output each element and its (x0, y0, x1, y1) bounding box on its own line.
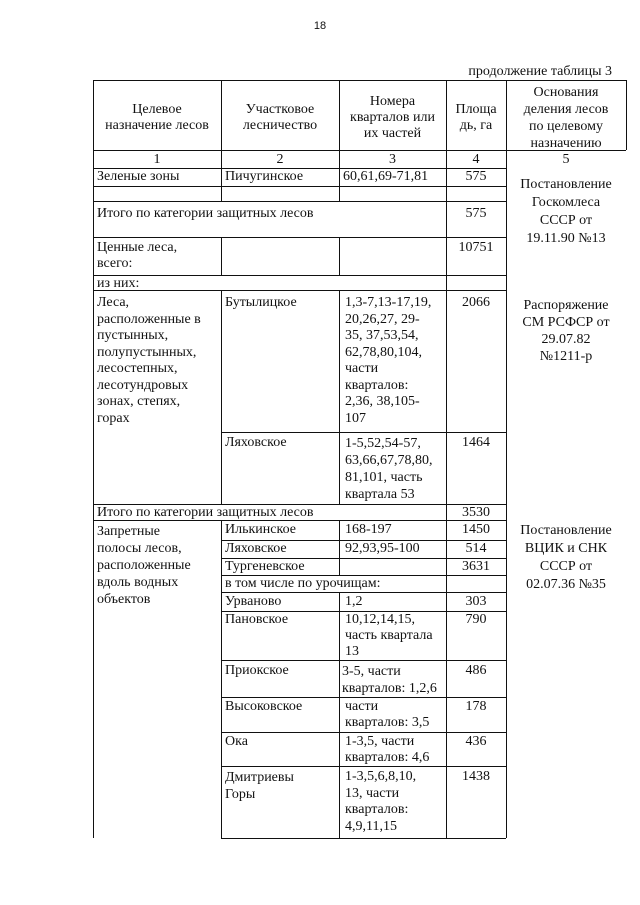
area-ilkinskoe: 1450 (462, 522, 490, 537)
quarters-green: 60,61,69-71,81 (343, 169, 429, 184)
basis-goskomles-line: Госкомлеса (531, 195, 601, 210)
basis-goskomles-line: СССР от (539, 213, 593, 228)
header-basis-line: назначению (530, 136, 602, 151)
area-green: 575 (465, 169, 487, 184)
basis-rsfsr-line: СМ РСФСР от (522, 315, 610, 330)
quarters-lyakhovskoe-1-line: 81,101, часть (345, 470, 423, 485)
grid-line-h (221, 732, 506, 733)
area-vysokovskoe: 178 (465, 699, 487, 714)
purpose-forests-zones-line: полупустынных, (97, 344, 197, 360)
area-butylitskoe: 2066 (462, 295, 490, 310)
area-urvanovo: 303 (465, 594, 487, 609)
tract-panovskoe: Пановское (225, 612, 289, 627)
total-area-1: 575 (465, 206, 487, 221)
district-lyakhovskoe-1: Ляховское (225, 435, 287, 450)
basis-rsfsr-line: 29.07.82 (541, 332, 591, 347)
purpose-forests-zones-line: лесотундровых (97, 377, 189, 393)
header-purpose-line: Целевое (132, 102, 182, 117)
grid-line-h (93, 275, 506, 276)
quarters-lyakhovskoe-1-line: квартала 53 (345, 487, 415, 502)
area-turgenevskoe: 3631 (462, 559, 490, 574)
quarters-oka-line: 1-3,5, части (345, 734, 415, 749)
purpose-forests-zones-line: горах (97, 410, 130, 426)
including-tracts-label: в том числе по урочищам: (225, 576, 381, 591)
header-quarters-line: Номера (369, 94, 416, 109)
quarters-lyakhovskoe-2: 92,93,95-100 (345, 541, 420, 556)
quarters-panovskoe-line: часть квартала (345, 628, 433, 643)
of-them-label: из них: (97, 276, 140, 291)
purpose-prohibited-strips-line: Запретные (97, 524, 160, 539)
tract-priokskoe: Приокское (225, 663, 289, 678)
basis-vtsik-line: ВЦИК и СНК (524, 541, 608, 556)
basis-rsfsr-line: Распоряжение (523, 298, 609, 313)
area-panovskoe: 790 (465, 612, 487, 627)
basis-vtsik-line: Постановление (520, 523, 612, 538)
quarters-dmitrievy-gory-line: 1-3,5,6,8,10, (345, 769, 417, 784)
grid-line-v (93, 80, 94, 838)
grid-line-h (221, 766, 506, 767)
tract-oka: Ока (225, 734, 248, 749)
quarters-butylitskoe-line: 2,36, 38,105- (345, 394, 420, 409)
quarters-vysokovskoe-line: кварталов: 3,5 (345, 715, 430, 730)
grid-line-v (446, 80, 447, 838)
basis-vtsik-line: СССР от (539, 559, 593, 574)
quarters-butylitskoe-line: 107 (345, 410, 366, 426)
total-protective-2: Итого по категории защитных лесов (97, 505, 314, 520)
purpose-forests-zones-line: зонах, степях, (97, 394, 181, 409)
grid-line-v (221, 520, 222, 838)
quarters-butylitskoe-line: 20,26,27, 29- (345, 311, 420, 327)
basis-vtsik-line: 02.07.36 №35 (526, 577, 606, 592)
column-number-5: 5 (562, 152, 570, 167)
grid-line-v (339, 290, 340, 504)
quarters-panovskoe-line: 13 (345, 644, 359, 659)
grid-line-h (93, 80, 626, 81)
purpose-prohibited-strips-line: объектов (97, 592, 151, 607)
quarters-butylitskoe-line: части (345, 361, 379, 376)
area-lyakhovskoe-2: 514 (465, 541, 487, 556)
tract-dmitrievy-gory-line: Горы (225, 787, 256, 802)
tract-dmitrievy-gory-line: Дмитриевы (225, 770, 294, 785)
grid-line-h (93, 237, 506, 238)
basis-goskomles-line: Постановление (520, 177, 612, 192)
quarters-priokskoe-line: кварталов: 1,2,6 (342, 681, 437, 696)
total-protective-1: Итого по категории защитных лесов (97, 206, 314, 221)
purpose-forests-zones-line: лесостепных, (97, 361, 178, 376)
header-quarters-line: кварталов или (350, 110, 435, 125)
tract-urvanovo: Урваново (225, 594, 282, 609)
quarters-lyakhovskoe-1-line: 1-5,52,54-57, (345, 436, 421, 451)
quarters-vysokovskoe-line: части (345, 699, 379, 714)
quarters-butylitskoe-line: 1,3-7,13-17,19, (345, 295, 432, 310)
purpose-prohibited-strips-line: вдоль водных (97, 575, 179, 590)
basis-goskomles-line: 19.11.90 №13 (526, 231, 606, 246)
header-area-line: Площа (455, 102, 497, 117)
total-area-2: 3530 (462, 505, 490, 520)
area-dmitrievy-gory: 1438 (462, 769, 490, 784)
basis-rsfsr-line: №1211-р (539, 349, 593, 364)
grid-line-h (221, 697, 506, 698)
district-ilkinskoe: Илькинское (225, 522, 296, 537)
area-valuable: 10751 (458, 240, 494, 255)
district-lyakhovskoe-2: Ляховское (225, 541, 287, 556)
area-priokskoe: 486 (465, 663, 487, 678)
header-district-line: лесничество (242, 118, 318, 133)
grid-line-v (221, 290, 222, 504)
header-district-line: Участковое (245, 102, 315, 117)
quarters-butylitskoe-line: кварталов: (345, 377, 409, 393)
quarters-dmitrievy-gory-line: кварталов: (345, 802, 409, 817)
purpose-valuable-forests-line: всего: (97, 256, 133, 271)
grid-line-h (221, 432, 506, 433)
quarters-butylitskoe-line: 62,78,80,104, (345, 344, 422, 360)
quarters-lyakhovskoe-1-line: 63,66,67,78,80, (345, 453, 433, 468)
district-pichuginskoe: Пичугинское (225, 169, 304, 184)
grid-line-h (93, 201, 506, 202)
purpose-valuable-forests-line: Ценные леса, (97, 240, 178, 255)
grid-line-h (221, 838, 506, 839)
district-turgenevskoe: Тургеневское (225, 559, 305, 574)
area-lyakhovskoe-1: 1464 (462, 435, 490, 450)
column-number-1: 1 (153, 152, 161, 167)
grid-line-h (221, 660, 506, 661)
header-quarters-line: их частей (363, 126, 422, 141)
grid-line-v (339, 592, 340, 838)
district-butylitskoe: Бутылицкое (225, 295, 297, 310)
header-purpose-line: назначение лесов (105, 118, 209, 133)
header-area-line: дь, га (459, 118, 493, 133)
quarters-panovskoe-line: 10,12,14,15, (345, 612, 415, 627)
quarters-dmitrievy-gory-line: 13, части (345, 785, 400, 801)
grid-line-h (93, 186, 506, 187)
table-continuation-label: продолжение таблицы 3 (468, 64, 612, 79)
page-number: 18 (313, 20, 327, 32)
area-oka: 436 (465, 734, 487, 749)
quarters-ilkinskoe: 168-197 (345, 522, 392, 537)
column-number-3: 3 (389, 152, 396, 167)
header-basis-line: деления лесов (523, 102, 609, 117)
column-number-2: 2 (276, 152, 284, 167)
grid-line-v (221, 80, 222, 201)
header-basis-line: Основания (533, 85, 599, 100)
grid-line-h (221, 592, 506, 593)
purpose-forests-zones-line: пустынных, (97, 328, 169, 343)
purpose-green-zones: Зеленые зоны (97, 169, 180, 184)
purpose-prohibited-strips-line: расположенные (97, 558, 191, 573)
purpose-prohibited-strips-line: полосы лесов, (97, 541, 182, 556)
purpose-forests-zones-line: расположенные в (97, 311, 201, 327)
grid-line-v (626, 80, 627, 150)
quarters-priokskoe-line: 3-5, части (342, 664, 401, 679)
grid-line-v (339, 520, 340, 575)
header-basis-line: по целевому (528, 119, 603, 134)
quarters-oka-line: кварталов: 4,6 (345, 750, 430, 765)
grid-line-h (93, 290, 506, 291)
quarters-dmitrievy-gory-line: 4,9,11,15 (345, 818, 397, 834)
quarters-urvanovo: 1,2 (345, 594, 363, 609)
tract-vysokovskoe: Высоковское (225, 699, 303, 714)
grid-line-v (339, 237, 340, 275)
grid-line-v (221, 237, 222, 275)
quarters-butylitskoe-line: 35, 37,53,54, (345, 328, 419, 343)
purpose-forests-zones-line: Леса, (97, 295, 130, 310)
column-number-4: 4 (472, 152, 480, 167)
